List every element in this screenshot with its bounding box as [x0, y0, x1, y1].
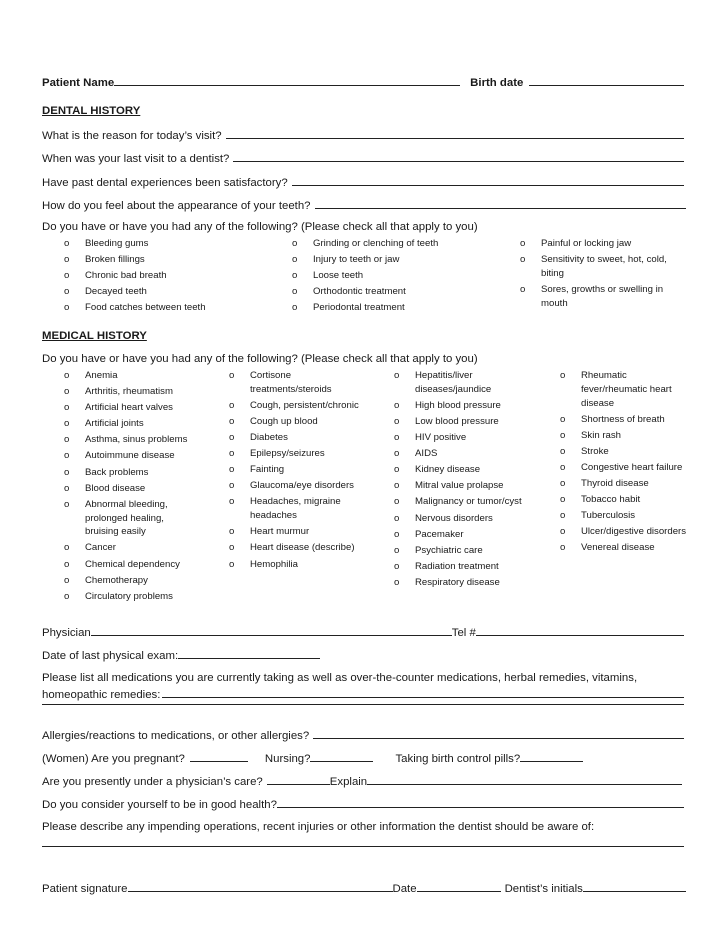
checklist-item-label: Periodontal treatment	[313, 302, 405, 314]
birth-date-field[interactable]	[529, 74, 684, 86]
checkbox-circle-icon[interactable]: o	[394, 512, 400, 524]
checkbox-circle-icon[interactable]: o	[560, 494, 566, 506]
checkbox-circle-icon[interactable]: o	[394, 496, 400, 508]
checklist-item[interactable]	[560, 369, 690, 410]
checkbox-circle-icon[interactable]: o	[64, 434, 70, 446]
checklist-item[interactable]	[64, 253, 274, 267]
checkbox-circle-icon[interactable]: o	[229, 464, 235, 476]
checklist-item-label: Congestive heart failure	[581, 461, 683, 473]
checkbox-circle-icon[interactable]: o	[292, 286, 298, 298]
checklist-item-label: Chemical dependency	[85, 558, 180, 570]
dental-check-prompt: Do you have or have you had any of the following? (Please check all that apply to you)	[42, 221, 478, 233]
checkbox-circle-icon[interactable]: o	[560, 510, 566, 522]
checklist-item[interactable]	[229, 479, 359, 493]
checklist-item-label: Malignancy or tumor/cyst	[415, 496, 522, 508]
explain-label: Explain	[329, 776, 368, 788]
pregnant-label: (Women) Are you pregnant?	[42, 753, 185, 765]
checklist-item[interactable]	[64, 285, 274, 299]
checklist-item[interactable]	[394, 495, 524, 509]
nursing-label: Nursing?	[264, 753, 311, 765]
medications-label: Please list all medications you are currently taking as well as over-the-counter medications, herbal remedies, vitamins,	[42, 672, 638, 684]
good-health-label: Do you consider yourself to be in good health?	[42, 799, 277, 811]
checklist-item[interactable]	[229, 369, 359, 397]
checkbox-circle-icon[interactable]: o	[520, 238, 526, 249]
checklist-item-label: Diabetes	[250, 432, 288, 444]
checklist-item[interactable]	[560, 525, 690, 539]
checklist-item[interactable]	[560, 445, 690, 459]
checklist-item-label: Radiation treatment	[415, 560, 499, 572]
checklist-item-label: Tuberculosis	[581, 510, 636, 522]
checklist-item-label: Cortisone treatments/steroids	[250, 370, 332, 395]
medications-field[interactable]	[162, 686, 684, 698]
last-visit-field[interactable]	[233, 150, 684, 162]
dental-checklist-col-2	[292, 237, 452, 317]
checklist-item-label: Skin rash	[581, 429, 621, 441]
last-visit-label: When was your last visit to a dentist?	[42, 153, 230, 165]
checkbox-circle-icon[interactable]: o	[292, 254, 298, 266]
checklist-item-label: Back problems	[85, 466, 149, 478]
nursing-field[interactable]	[310, 750, 373, 762]
allergies-field[interactable]	[313, 727, 684, 739]
checkbox-circle-icon[interactable]: o	[394, 576, 400, 588]
physician-label: Physician	[42, 627, 91, 639]
patient-name-field[interactable]	[114, 74, 460, 86]
checklist-item-label: Cancer	[85, 542, 116, 554]
checkbox-circle-icon[interactable]: o	[64, 386, 70, 398]
checklist-item-label: Arthritis, rheumatism	[85, 386, 173, 398]
checklist-item[interactable]	[394, 560, 524, 574]
describe-field[interactable]	[42, 846, 684, 847]
checklist-item[interactable]	[64, 498, 194, 539]
checklist-item-label: AIDS	[415, 448, 438, 460]
checklist-item[interactable]	[394, 431, 524, 445]
signature-date-label: Date	[392, 883, 417, 895]
checkbox-circle-icon[interactable]: o	[394, 560, 400, 572]
checkbox-circle-icon[interactable]: o	[560, 526, 566, 538]
checklist-item[interactable]	[560, 541, 690, 555]
checkbox-circle-icon[interactable]: o	[64, 558, 70, 570]
checkbox-circle-icon[interactable]: o	[394, 544, 400, 556]
pregnant-field[interactable]	[190, 750, 248, 762]
checklist-item-label: Circulatory problems	[85, 590, 173, 602]
checklist-item[interactable]	[560, 477, 690, 491]
checklist-item-label: Nervous disorders	[415, 512, 493, 524]
checklist-item[interactable]	[560, 413, 690, 427]
pregnancy-row	[42, 750, 684, 766]
visit-reason-field[interactable]	[226, 127, 684, 139]
dental-checklist-col-3	[520, 237, 690, 313]
dental-history-heading: DENTAL HISTORY	[42, 105, 141, 117]
checklist-item[interactable]	[64, 466, 194, 480]
checklist-item-label: Asthma, sinus problems	[85, 434, 188, 446]
satisfaction-field[interactable]	[292, 174, 684, 186]
checklist-item[interactable]	[64, 590, 194, 604]
checkbox-circle-icon[interactable]: o	[229, 526, 235, 538]
checklist-item[interactable]	[64, 385, 194, 399]
checklist-item[interactable]	[292, 253, 452, 267]
birth-control-label: Taking birth control pills?	[395, 753, 521, 765]
checkbox-circle-icon[interactable]: o	[292, 238, 298, 249]
satisfaction-label: Have past dental experiences been satisfactory?	[42, 177, 288, 189]
checkbox-circle-icon[interactable]: o	[64, 542, 70, 554]
checkbox-circle-icon[interactable]: o	[520, 283, 526, 295]
medical-check-prompt: Do you have or have you had any of the following? (Please check all that apply to you)	[42, 353, 478, 365]
checklist-item[interactable]	[229, 463, 359, 477]
checklist-item-label: Injury to teeth or jaw	[313, 254, 400, 266]
checklist-item[interactable]	[64, 417, 194, 431]
checklist-item[interactable]	[292, 269, 452, 283]
checklist-item[interactable]	[520, 253, 690, 281]
checklist-item-label: Kidney disease	[415, 464, 481, 476]
checkbox-circle-icon[interactable]: o	[394, 370, 400, 381]
checklist-item[interactable]	[394, 369, 524, 397]
birth-date-label: Birth date	[470, 77, 524, 89]
checklist-item-label: Pacemaker	[415, 528, 464, 540]
checklist-item[interactable]	[394, 576, 524, 590]
satisfaction-row	[42, 174, 684, 190]
checklist-item-label: Heart murmur	[250, 526, 310, 538]
checklist-item[interactable]	[64, 237, 274, 251]
checkbox-circle-icon[interactable]: o	[394, 528, 400, 540]
checklist-item[interactable]	[394, 463, 524, 477]
checkbox-circle-icon[interactable]: o	[64, 238, 70, 249]
checklist-item[interactable]	[394, 544, 524, 558]
checklist-item-label: High blood pressure	[415, 399, 501, 411]
checklist-item-label: Respiratory disease	[415, 576, 500, 588]
checklist-item[interactable]	[229, 431, 359, 445]
checklist-item[interactable]	[64, 369, 194, 383]
checklist-item-label: Glaucoma/eye disorders	[250, 480, 354, 492]
checklist-item-label: Decayed teeth	[85, 286, 147, 298]
medications-label-2: homeopathic remedies:	[42, 689, 161, 701]
appearance-field[interactable]	[315, 197, 686, 209]
good-health-row	[42, 796, 684, 812]
checklist-item[interactable]	[229, 525, 359, 539]
checklist-item-label: Abnormal bleeding, prolonged healing, bruising easily	[85, 498, 168, 538]
checklist-item[interactable]	[292, 285, 452, 299]
checklist-item[interactable]	[520, 237, 690, 251]
checkbox-circle-icon[interactable]: o	[560, 445, 566, 457]
checkbox-circle-icon[interactable]: o	[64, 402, 70, 414]
checkbox-circle-icon[interactable]: o	[64, 466, 70, 478]
checklist-item-label: Bleeding gums	[85, 238, 149, 249]
checklist-item[interactable]	[394, 399, 524, 413]
checklist-item[interactable]	[229, 447, 359, 461]
checklist-item-label: Low blood pressure	[415, 415, 499, 427]
describe-label: Please describe any impending operations, recent injuries or other information the dentist should be aware of:	[42, 821, 595, 833]
medical-checklist-col-1	[64, 369, 194, 606]
checklist-item-label: Blood disease	[85, 482, 146, 494]
last-visit-row	[42, 150, 684, 166]
checklist-item-label: Thyroid disease	[581, 478, 649, 490]
last-exam-field[interactable]	[178, 647, 320, 659]
checkbox-circle-icon[interactable]: o	[64, 286, 70, 298]
checklist-item-label: Food catches between teeth	[85, 302, 206, 314]
checkbox-circle-icon[interactable]: o	[229, 448, 235, 460]
checkbox-circle-icon[interactable]: o	[64, 254, 70, 266]
medical-history-heading: MEDICAL HISTORY	[42, 330, 147, 342]
checklist-item-label: Psychiatric care	[415, 544, 483, 556]
checkbox-circle-icon[interactable]: o	[520, 254, 526, 266]
checklist-item[interactable]	[64, 269, 274, 283]
checklist-item-label: Ulcer/digestive disorders	[581, 526, 687, 538]
checklist-item-label: Painful or locking jaw	[541, 238, 632, 249]
dentist-initials-label: Dentist’s initials	[504, 883, 583, 895]
signature-row	[42, 880, 686, 896]
checkbox-circle-icon[interactable]: o	[229, 480, 235, 492]
checklist-item-label: Artificial joints	[85, 418, 144, 430]
appearance-label: How do you feel about the appearance of your teeth?	[42, 200, 311, 212]
checklist-item-label: Stroke	[581, 445, 609, 457]
checkbox-circle-icon[interactable]: o	[560, 478, 566, 490]
checklist-item[interactable]	[64, 574, 194, 588]
checkbox-circle-icon[interactable]: o	[229, 370, 235, 381]
checkbox-circle-icon[interactable]: o	[394, 480, 400, 492]
checklist-item-label: Rheumatic fever/rheumatic heart disease	[581, 370, 672, 409]
checklist-item-label: Fainting	[250, 464, 285, 476]
visit-reason-row	[42, 127, 684, 143]
checkbox-circle-icon[interactable]: o	[64, 418, 70, 430]
explain-field[interactable]	[367, 773, 682, 785]
checklist-item-label: HIV positive	[415, 432, 467, 444]
checklist-item[interactable]	[394, 479, 524, 493]
checklist-item[interactable]	[64, 433, 194, 447]
checklist-item-label: Shortness of breath	[581, 413, 665, 425]
checklist-item-label: Sores, growths or swelling in mouth	[541, 283, 664, 309]
physician-care-row	[42, 773, 684, 789]
checklist-item-label: Loose teeth	[313, 270, 364, 282]
checklist-item[interactable]	[64, 541, 194, 555]
checkbox-circle-icon[interactable]: o	[394, 464, 400, 476]
checkbox-circle-icon[interactable]: o	[229, 558, 235, 570]
checklist-item[interactable]	[394, 512, 524, 526]
checklist-item[interactable]	[292, 301, 452, 315]
checklist-item[interactable]	[64, 301, 274, 315]
checkbox-circle-icon[interactable]: o	[560, 461, 566, 473]
checkbox-circle-icon[interactable]: o	[394, 399, 400, 411]
allergies-row	[42, 727, 684, 743]
good-health-field[interactable]	[277, 796, 684, 808]
checklist-item[interactable]	[64, 401, 194, 415]
checkbox-circle-icon[interactable]: o	[394, 432, 400, 444]
checklist-item-label: Mitral value prolapse	[415, 480, 504, 492]
checkbox-circle-icon[interactable]: o	[560, 542, 566, 554]
checkbox-circle-icon[interactable]: o	[560, 370, 566, 381]
checklist-item-label: Orthodontic treatment	[313, 286, 406, 298]
checkbox-circle-icon[interactable]: o	[560, 413, 566, 425]
checklist-item-label: Headaches, migraine headaches	[250, 496, 341, 522]
checklist-item-label: Broken fillings	[85, 254, 145, 266]
checkbox-circle-icon[interactable]: o	[394, 448, 400, 460]
checklist-item-label: Hepatitis/liver diseases/jaundice	[415, 370, 492, 395]
checklist-item[interactable]	[292, 237, 452, 251]
checkbox-circle-icon[interactable]: o	[64, 270, 70, 282]
medications-field-line-2[interactable]	[42, 704, 684, 705]
checklist-item-label: Hemophilia	[250, 558, 298, 570]
physician-field[interactable]	[91, 624, 452, 636]
physician-care-field[interactable]	[267, 773, 330, 785]
checklist-item-label: Chemotherapy	[85, 574, 148, 586]
checklist-item[interactable]	[520, 283, 690, 311]
tel-field[interactable]	[476, 624, 684, 636]
checklist-item[interactable]	[64, 558, 194, 572]
checklist-item-label: Artificial heart valves	[85, 402, 173, 414]
checklist-item-label: Epilepsy/seizures	[250, 448, 325, 460]
checkbox-circle-icon[interactable]: o	[560, 429, 566, 441]
checklist-item-label: Heart disease (describe)	[250, 542, 355, 554]
medical-checklist-col-2	[229, 369, 359, 574]
birth-control-field[interactable]	[520, 750, 583, 762]
checklist-item[interactable]	[560, 429, 690, 443]
checklist-item-label: Cough up blood	[250, 415, 318, 427]
checklist-item-label: Grinding or clenching of teeth	[313, 238, 439, 249]
last-exam-label: Date of last physical exam:	[42, 650, 179, 662]
medical-checklist-col-4	[560, 369, 690, 558]
checkbox-circle-icon[interactable]: o	[64, 302, 70, 314]
checklist-item[interactable]	[229, 399, 359, 413]
checklist-item[interactable]	[229, 558, 359, 572]
checkbox-circle-icon[interactable]: o	[64, 574, 70, 586]
checklist-item[interactable]	[394, 528, 524, 542]
patient-info-row	[42, 74, 684, 90]
checkbox-circle-icon[interactable]: o	[64, 498, 70, 510]
allergies-label: Allergies/reactions to medications, or other allergies?	[42, 730, 310, 742]
physician-care-label: Are you presently under a physician’s care?	[42, 776, 263, 788]
checkbox-circle-icon[interactable]: o	[229, 496, 235, 508]
checklist-item-label: Tobacco habit	[581, 494, 641, 506]
visit-reason-label: What is the reason for today’s visit?	[42, 130, 222, 142]
checkbox-circle-icon[interactable]: o	[292, 302, 298, 314]
tel-label: Tel #	[451, 627, 476, 639]
checklist-item[interactable]	[229, 495, 359, 523]
dental-checklist-col-1	[64, 237, 274, 317]
checklist-item[interactable]	[64, 482, 194, 496]
checklist-item-label: Anemia	[85, 370, 118, 381]
checklist-item-label: Venereal disease	[581, 542, 655, 554]
signature-label: Patient signature	[42, 883, 128, 895]
patient-name-label: Patient Name	[42, 77, 115, 89]
checklist-item[interactable]	[64, 449, 194, 463]
medications-row	[42, 686, 684, 702]
checkbox-circle-icon[interactable]: o	[64, 590, 70, 602]
checklist-item[interactable]	[560, 509, 690, 523]
checklist-item[interactable]	[229, 541, 359, 555]
last-exam-row	[42, 647, 684, 663]
checklist-item[interactable]	[229, 415, 359, 429]
checkbox-circle-icon[interactable]: o	[229, 415, 235, 427]
checkbox-circle-icon[interactable]: o	[64, 370, 70, 381]
checklist-item-label: Autoimmune disease	[85, 450, 175, 462]
checklist-item[interactable]	[394, 447, 524, 461]
checklist-item[interactable]	[560, 493, 690, 507]
dentist-initials-field[interactable]	[583, 880, 686, 892]
physician-row	[42, 624, 684, 640]
signature-field[interactable]	[128, 880, 393, 892]
checklist-item-label: Cough, persistent/chronic	[250, 399, 359, 411]
checkbox-circle-icon[interactable]: o	[292, 270, 298, 282]
appearance-row	[42, 197, 686, 213]
checklist-item-label: Chronic bad breath	[85, 270, 167, 282]
checkbox-circle-icon[interactable]: o	[64, 482, 70, 494]
checkbox-circle-icon[interactable]: o	[394, 415, 400, 427]
checklist-item[interactable]	[394, 415, 524, 429]
signature-date-field[interactable]	[417, 880, 501, 892]
medical-checklist-col-3	[394, 369, 524, 592]
checklist-item-label: Sensitivity to sweet, hot, cold, biting	[541, 254, 667, 279]
checkbox-circle-icon[interactable]: o	[229, 432, 235, 444]
checkbox-circle-icon[interactable]: o	[229, 399, 235, 411]
checkbox-circle-icon[interactable]: o	[229, 542, 235, 554]
checkbox-circle-icon[interactable]: o	[64, 450, 70, 462]
checklist-item[interactable]	[560, 461, 690, 475]
